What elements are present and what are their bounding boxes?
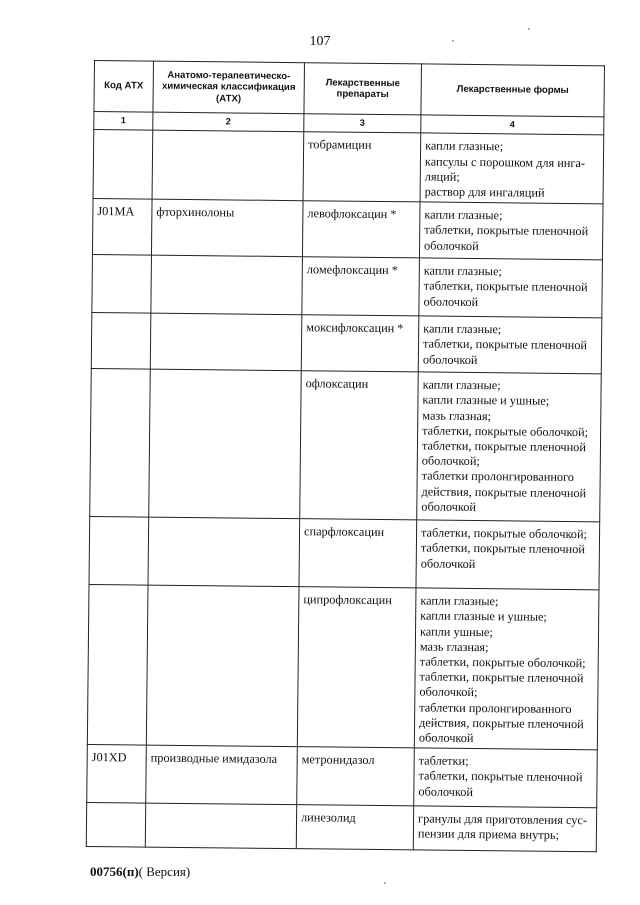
- form-line: действия, покрытые пленочной: [421, 484, 587, 500]
- form-line: таблетки, покрытые пленочной: [420, 540, 585, 557]
- document-code: 00756(п): [90, 864, 139, 879]
- code-cell: [89, 517, 149, 586]
- form-line: капли глазные и ушные;: [422, 392, 550, 409]
- form-line: капли глазные и ушные;: [420, 608, 547, 625]
- form-line: таблетки, покрытые оболочкой;: [422, 423, 589, 440]
- table-row: [87, 745, 598, 808]
- forms-cell: [414, 588, 599, 750]
- form-line: таблетки пролонгированного: [421, 468, 575, 485]
- drug-cell: спарфлоксацин: [299, 519, 417, 588]
- form-line: таблетки, покрытые оболочкой;: [420, 525, 588, 542]
- header-classification: Анатомо-терапевтическо-химическая классификация (АТХ): [153, 61, 305, 114]
- classification-cell: [145, 803, 296, 849]
- form-line: оболочкой: [418, 784, 474, 799]
- atx-table: [86, 60, 605, 853]
- form-line: капли ушные;: [419, 624, 493, 639]
- table-body: [86, 130, 603, 852]
- classification-cell: [146, 585, 299, 747]
- code-cell: [93, 130, 153, 199]
- forms-cell: [419, 202, 603, 260]
- table-row: [92, 255, 603, 318]
- table-row: [92, 199, 603, 260]
- form-line: таблетки, покрытые пленочной: [422, 336, 588, 353]
- drug-cell: ципрофлоксацин: [297, 587, 416, 748]
- form-line: оболочкой: [418, 730, 474, 746]
- table-row: [91, 313, 602, 374]
- form-line: мазь глазная;: [419, 639, 489, 654]
- forms-cell: [420, 133, 604, 204]
- form-line: действия, покрытые пленочной: [419, 715, 584, 732]
- code-cell: J01XD: [87, 745, 147, 804]
- form-line: гранулы для приготовления сус-: [417, 811, 588, 828]
- form-line: таблетки, покрытые пленочной: [421, 438, 587, 455]
- page-number: 107: [309, 34, 331, 49]
- drug-cell: моксифлоксацин *: [301, 315, 419, 372]
- forms-cell: [414, 748, 598, 808]
- code-cell: [87, 585, 148, 746]
- table-row: [90, 369, 602, 522]
- header-forms: Лекарственные формы: [421, 64, 605, 117]
- form-line: ляций;: [424, 169, 460, 184]
- drug-cell: офлоксацин: [300, 371, 419, 520]
- form-line: оболочкой: [423, 294, 479, 309]
- table-row: [89, 517, 600, 590]
- column-number: 1: [94, 112, 153, 131]
- form-line: капли глазные;: [423, 321, 502, 337]
- classification-cell: [148, 517, 300, 587]
- forms-cell: [417, 372, 602, 522]
- scan-speck: [384, 882, 386, 884]
- forms-cell: [418, 316, 602, 374]
- classification-cell: [150, 313, 302, 371]
- drug-cell: линезолид: [296, 805, 413, 850]
- form-line: мазь глазная;: [422, 408, 492, 423]
- column-number: 4: [421, 115, 604, 135]
- form-line: раствор для ингаляций: [424, 184, 545, 200]
- table-row: [93, 130, 604, 204]
- form-line: оболочкой: [421, 499, 477, 514]
- form-line: таблетки пролонгированного: [419, 700, 572, 716]
- code-cell: [92, 255, 152, 314]
- form-line: таблетки, покрытые пленочной: [423, 278, 588, 295]
- column-number: 3: [304, 114, 421, 134]
- form-line: таблетки, покрытые оболочкой;: [419, 654, 586, 671]
- code-cell: [90, 369, 151, 518]
- code-cell: [91, 313, 151, 370]
- classification-cell: [151, 255, 303, 315]
- forms-cell: [416, 520, 600, 590]
- form-line: капсулы с порошком для инга-: [424, 154, 586, 170]
- column-number: 2: [153, 112, 304, 132]
- form-line: оболочкой;: [421, 453, 480, 469]
- classification-cell: производные имидазола: [146, 745, 298, 805]
- form-line: пензии для приема внутрь;: [417, 826, 560, 843]
- header-drugs: Лекарственные препараты: [304, 63, 422, 115]
- table-row: [87, 585, 599, 750]
- code-cell: [86, 803, 145, 848]
- drug-cell: левофлоксацин *: [302, 201, 420, 258]
- forms-cell: [413, 806, 596, 852]
- classification-cell: фторхинолоны: [151, 199, 303, 257]
- scan-speck: [452, 40, 454, 42]
- header-code: Код АТХ: [94, 61, 154, 113]
- form-line: капли глазные;: [422, 377, 501, 393]
- form-line: таблетки, покрытые пленочной: [424, 222, 589, 239]
- form-line: капли глазные;: [424, 207, 503, 223]
- drug-cell: метронидазол: [297, 747, 415, 806]
- scan-speck: [528, 28, 530, 30]
- form-line: оболочкой: [422, 352, 478, 367]
- forms-cell: [419, 258, 603, 318]
- footer: [90, 864, 190, 880]
- form-line: таблетки;: [418, 753, 469, 769]
- table-row: [86, 803, 596, 852]
- form-line: капли глазные;: [423, 263, 502, 279]
- classification-cell: [152, 131, 304, 201]
- form-line: оболочкой: [420, 556, 476, 571]
- document-version: ( Версия): [138, 864, 191, 879]
- form-line: таблетки, покрытые пленочной: [418, 768, 583, 785]
- form-line: таблетки, покрытые пленочной: [419, 669, 584, 686]
- classification-cell: [149, 369, 302, 519]
- drug-cell: ломефлоксацин *: [302, 257, 420, 316]
- form-line: оболочкой: [424, 238, 479, 253]
- drug-cell: тобрамицин: [303, 132, 421, 202]
- form-line: оболочкой;: [419, 684, 478, 700]
- form-line: капли глазные;: [420, 593, 499, 609]
- code-cell: J01MA: [92, 199, 152, 256]
- form-line: капли глазные;: [425, 138, 504, 154]
- table-header-row: [94, 61, 605, 117]
